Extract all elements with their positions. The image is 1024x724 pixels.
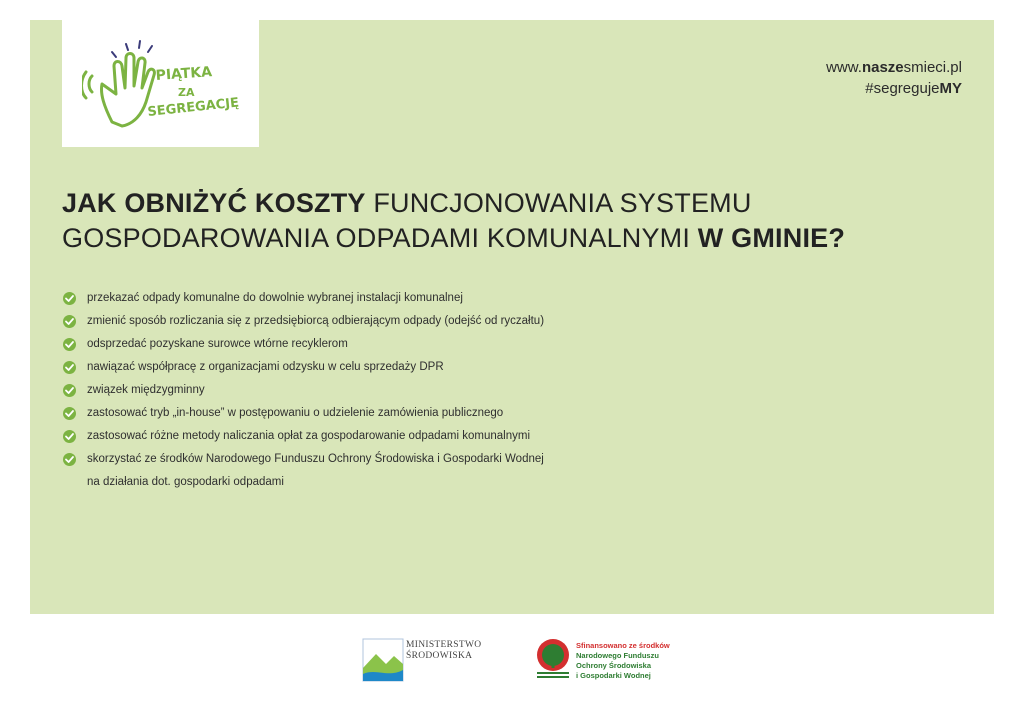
check-icon <box>63 407 76 420</box>
list-item: skorzystać ze środków Narodowego Funduszu Ochrony Środowiska i Gospodarki Wodnej <box>63 450 544 473</box>
list-item: zastosować różne metody naliczania opłat za gospodarowanie odpadami komunalnymi <box>63 427 544 450</box>
list-item: zastosować tryb „in-house” w postępowaniu o udzielenie zamówienia publicznego <box>63 404 544 427</box>
ministry-line1: MINISTERSTWO <box>406 640 482 650</box>
list-item: przekazać odpady komunalne do dowolnie wybranej instalacji komunalnej <box>63 289 544 312</box>
ministry-logo <box>362 638 492 684</box>
header-links <box>826 57 962 99</box>
headline-bold-2: W GMINIE? <box>697 223 846 253</box>
fund-line1: Sfinansowano ze środków <box>576 641 670 650</box>
check-icon <box>63 315 76 328</box>
check-icon <box>63 430 76 443</box>
fund-line2: Narodowego Funduszu <box>576 651 659 660</box>
list-item: zmienić sposób rozliczania się z przedsiębiorcą odbierającym odpady (odejść od ryczałtu) <box>63 312 544 335</box>
hand-logo-icon <box>82 36 242 136</box>
check-icon <box>63 292 76 305</box>
check-icon <box>63 338 76 351</box>
logo-line1: PIĄTKA <box>155 64 213 84</box>
website-link[interactable]: www.naszesmieci.pl <box>826 59 962 76</box>
list-item: odsprzedać pozyskane surowce wtórne recyklerom <box>63 335 544 358</box>
headline-part-3: GOSPODAROWANIA ODPADAMI KOMUNALNYMI <box>62 223 698 253</box>
headline-bold-1: JAK OBNIŻYĆ KOSZTY <box>62 188 366 218</box>
list-item-continuation: na działania dot. gospodarki odpadami <box>87 476 284 488</box>
check-icon <box>63 384 76 397</box>
check-icon <box>63 453 76 466</box>
logo-line2: ZA <box>178 86 195 99</box>
ministry-emblem-icon <box>362 638 404 682</box>
fund-line3: Ochrony Środowiska <box>576 661 652 670</box>
headline-part-2: FUNCJONOWANIA SYSTEMU <box>365 188 752 218</box>
fund-line4: i Gospodarki Wodnej <box>576 671 651 680</box>
list-item: nawiązać współpracę z organizacjami odzysku w celu sprzedaży DPR <box>63 358 544 381</box>
fund-logo <box>534 638 684 686</box>
page-title <box>62 186 922 256</box>
logo-line3: SEGREGACJĘ <box>146 95 240 120</box>
check-icon <box>63 361 76 374</box>
tips-list <box>63 289 544 496</box>
ministry-line2: ŚRODOWISKA <box>406 651 473 661</box>
campaign-logo <box>62 20 259 147</box>
list-item: związek międzygminny <box>63 381 544 404</box>
hashtag: #segregujeMY <box>865 80 962 97</box>
fund-tree-icon <box>534 638 572 682</box>
